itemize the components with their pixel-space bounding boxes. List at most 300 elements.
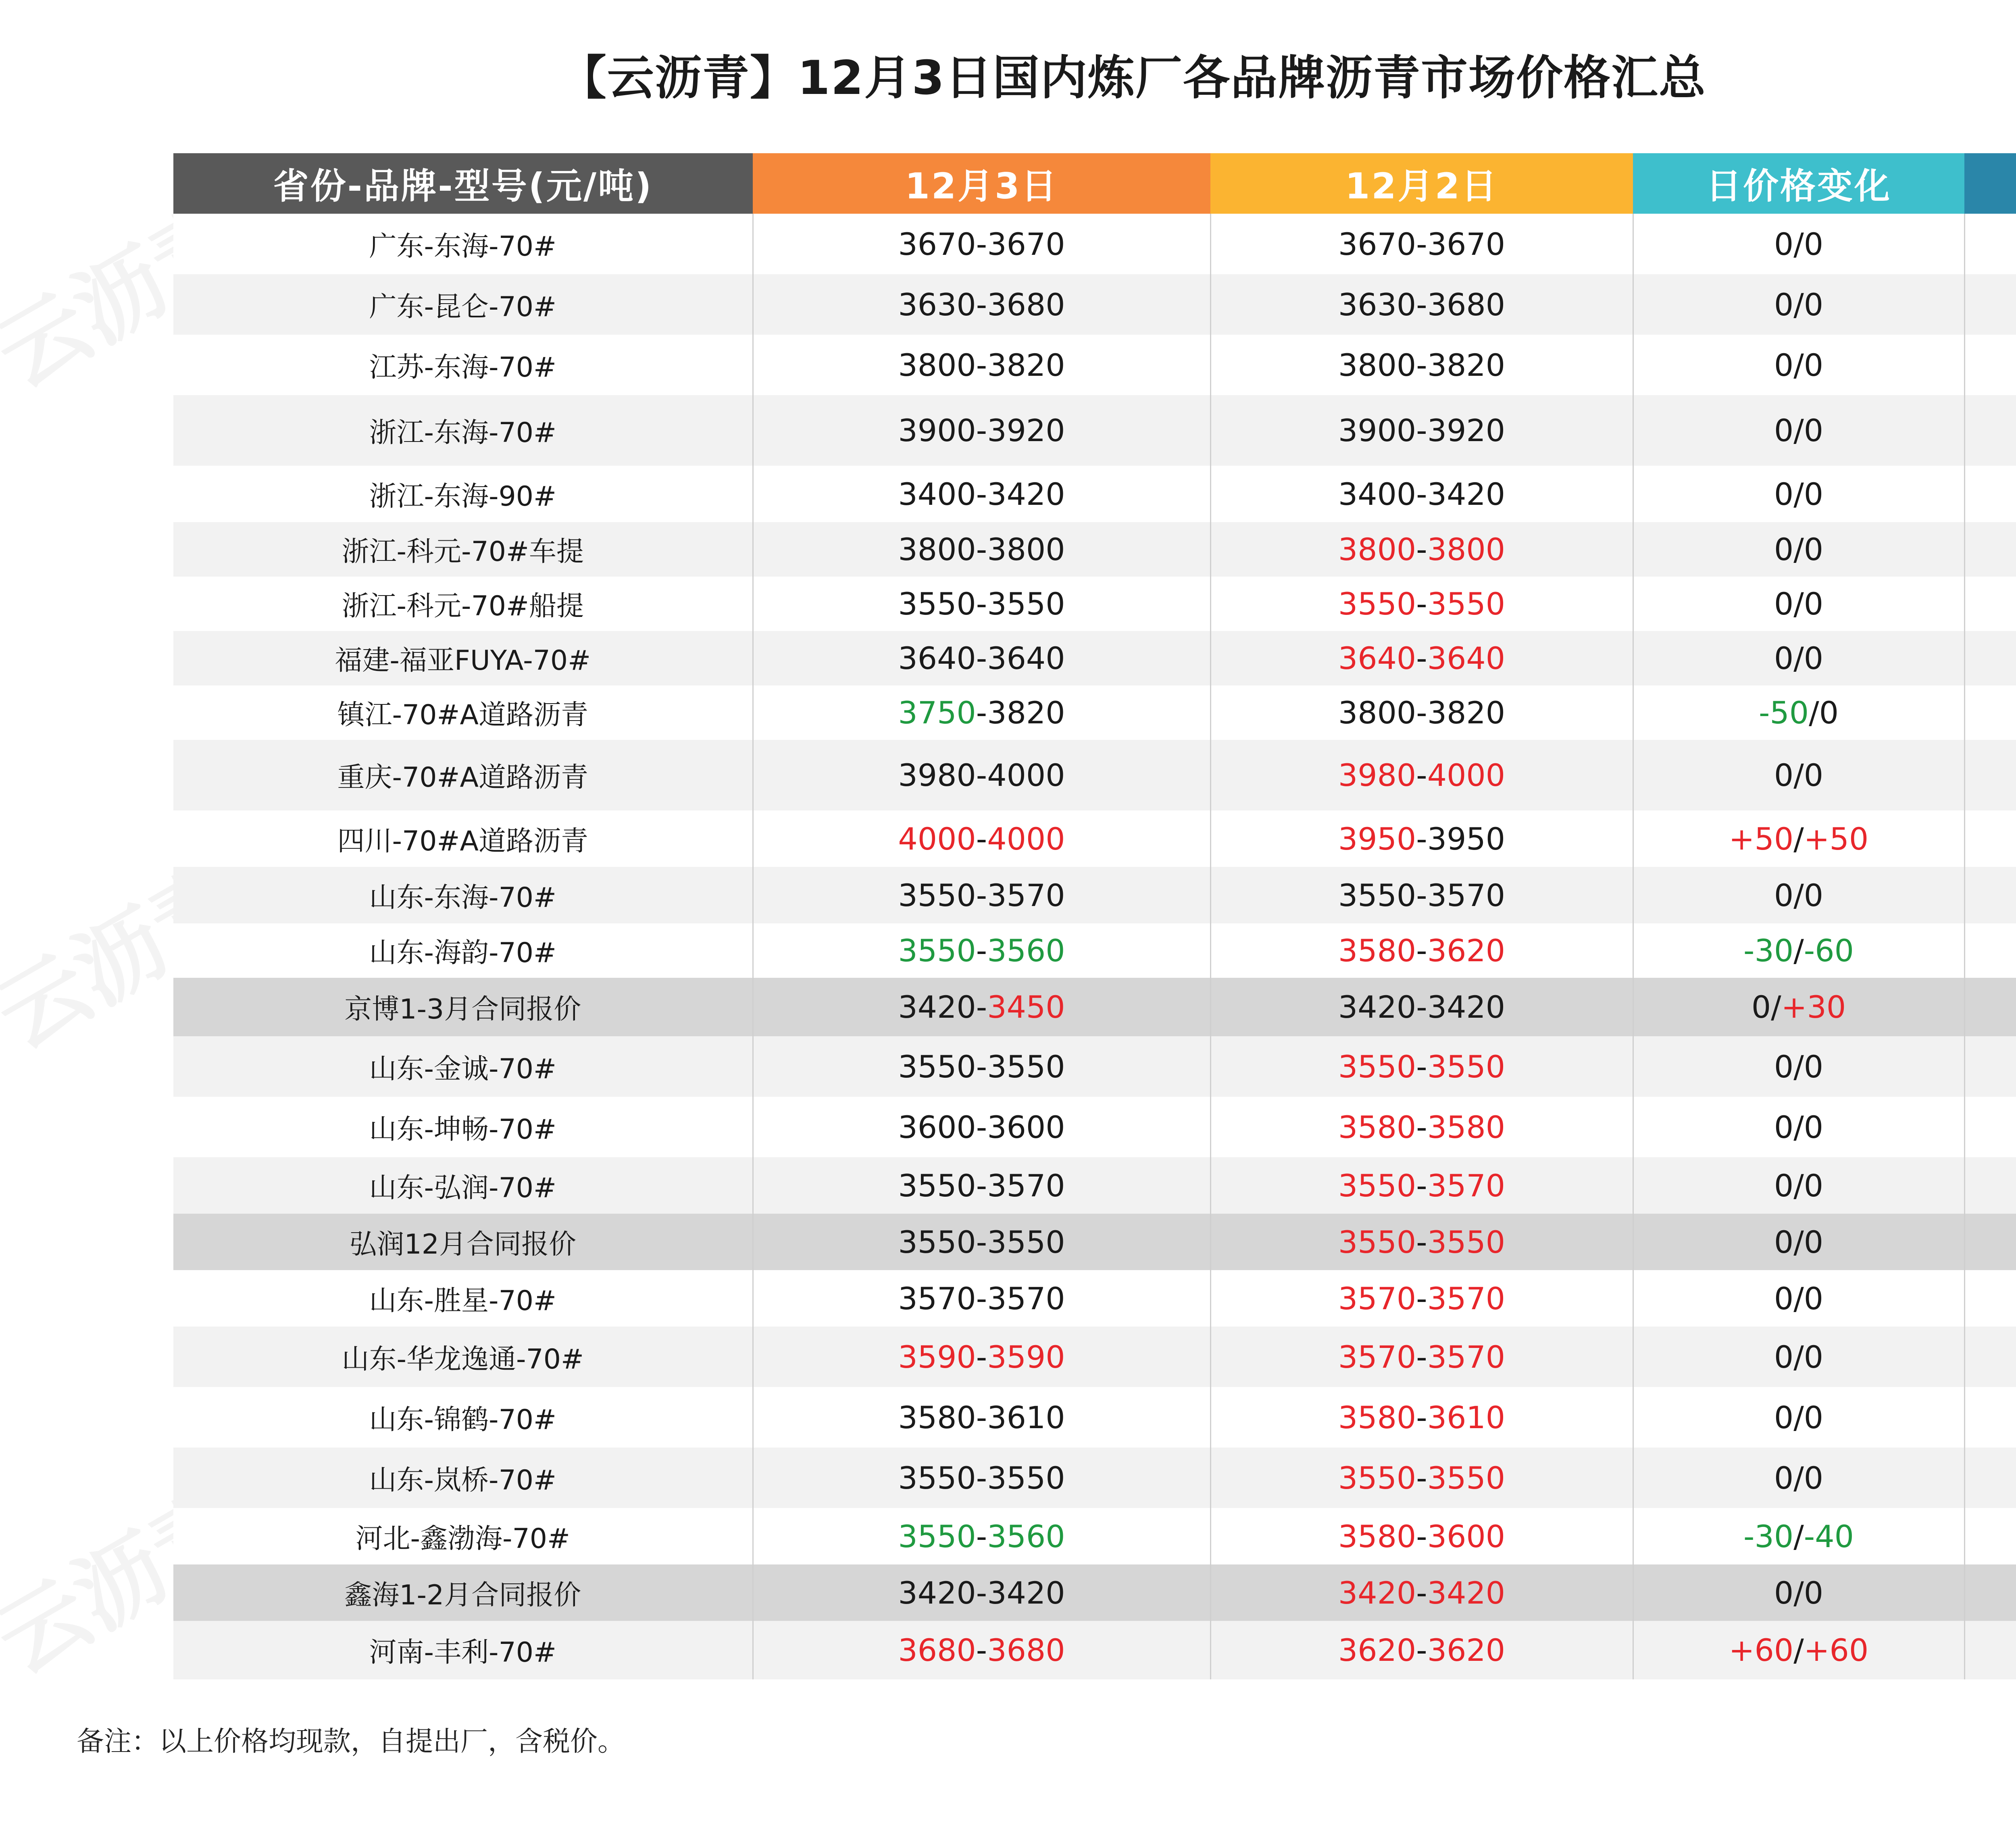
price-value: 3550 — [1427, 1460, 1506, 1496]
separator: / — [1793, 877, 1804, 913]
separator: / — [1793, 347, 1804, 383]
price-value: -50 — [1758, 695, 1809, 731]
price-dec3 — [753, 1387, 1210, 1448]
product-name: 山东-锦鹤-70# — [173, 1387, 753, 1448]
price-value: 4000 — [898, 821, 976, 857]
price-value: 3550 — [1338, 1224, 1416, 1260]
price-value: 3620 — [1427, 933, 1506, 969]
separator: - — [976, 1575, 987, 1611]
price-value: 3400 — [898, 476, 976, 512]
separator: - — [976, 1224, 987, 1260]
price-value: 3820 — [1427, 695, 1506, 731]
price-value: 3450 — [987, 989, 1065, 1025]
header-product: 省份-品牌-型号(元/吨) — [173, 153, 753, 214]
table-row — [173, 466, 2016, 522]
price-value: 3570 — [1427, 1339, 1506, 1375]
price-value: 0 — [1774, 640, 1794, 676]
price-value: 3550 — [987, 1048, 1065, 1085]
price-value: 0 — [1804, 1167, 1824, 1204]
price-value: -30 — [1743, 1518, 1794, 1554]
table-row — [173, 577, 2016, 631]
daily-change — [1633, 1387, 1964, 1448]
table-row — [173, 923, 2016, 978]
price-value: 3800 — [1338, 531, 1416, 567]
daily-change — [1633, 335, 1964, 395]
weekly-change — [1964, 685, 2016, 740]
product-name: 鑫海1-2月合同报价 — [173, 1564, 753, 1621]
product-name: 浙江-科元-70#车提 — [173, 522, 753, 577]
separator: - — [976, 877, 987, 913]
table-row — [173, 631, 2016, 685]
price-value: 3580 — [1338, 1518, 1416, 1554]
product-name: 镇江-70#A道路沥青 — [173, 685, 753, 740]
price-dec3 — [753, 1327, 1210, 1387]
price-value: 3420 — [898, 1575, 976, 1611]
price-dec3 — [753, 335, 1210, 395]
price-value: 0 — [1804, 347, 1824, 383]
price-value: 3670 — [1427, 226, 1506, 262]
table-row — [173, 1621, 2016, 1679]
product-name: 京博1-3月合同报价 — [173, 978, 753, 1036]
product-name: 山东-华龙逸通-70# — [173, 1327, 753, 1387]
price-dec3 — [753, 1157, 1210, 1214]
separator: - — [1416, 1399, 1427, 1435]
price-value: 0 — [1804, 1575, 1824, 1611]
table-body — [173, 214, 2016, 1679]
separator: / — [1793, 1224, 1804, 1260]
product-name: 山东-东海-70# — [173, 867, 753, 923]
separator: - — [976, 933, 987, 969]
separator: / — [1793, 757, 1804, 793]
header-dec3: 12月3日 — [753, 153, 1210, 214]
separator: - — [976, 226, 987, 262]
price-dec3 — [753, 923, 1210, 978]
separator: - — [976, 1399, 987, 1435]
price-value: 3820 — [987, 347, 1065, 383]
price-value: 3550 — [898, 1167, 976, 1204]
separator: - — [976, 347, 987, 383]
product-name: 山东-胜星-70# — [173, 1270, 753, 1327]
separator: / — [1793, 1109, 1804, 1145]
product-name: 四川-70#A道路沥青 — [173, 810, 753, 867]
price-value: 3400 — [1338, 476, 1416, 512]
price-dec2 — [1210, 740, 1633, 810]
product-name: 广东-昆仑-70# — [173, 274, 753, 335]
price-value: 3630 — [898, 286, 976, 323]
separator: / — [1793, 933, 1804, 969]
price-value: 0 — [1804, 226, 1824, 262]
price-value: 3800 — [987, 531, 1065, 567]
price-value: 0 — [1774, 1167, 1794, 1204]
separator: - — [976, 286, 987, 323]
price-value: 3610 — [987, 1399, 1065, 1435]
price-dec2 — [1210, 335, 1633, 395]
price-value: +30 — [1781, 989, 1846, 1025]
separator: / — [1793, 1575, 1804, 1611]
weekly-change — [1964, 1387, 2016, 1448]
price-value: 3620 — [1338, 1632, 1416, 1668]
price-value: 3670 — [898, 226, 976, 262]
separator: - — [1416, 586, 1427, 622]
product-name: 重庆-70#A道路沥青 — [173, 740, 753, 810]
separator: / — [1793, 586, 1804, 622]
price-value: 4000 — [987, 757, 1065, 793]
weekly-change — [1964, 1564, 2016, 1621]
price-value: 3570 — [1427, 877, 1506, 913]
price-dec3 — [753, 867, 1210, 923]
price-value: 0 — [1804, 586, 1824, 622]
weekly-change — [1964, 1270, 2016, 1327]
separator: - — [1416, 1224, 1427, 1260]
price-value: 3550 — [987, 586, 1065, 622]
price-value: +60 — [1729, 1632, 1794, 1668]
daily-change — [1633, 867, 1964, 923]
price-dec2 — [1210, 1097, 1633, 1157]
product-name: 河北-鑫渤海-70# — [173, 1508, 753, 1564]
table-row — [173, 1387, 2016, 1448]
separator: - — [1416, 877, 1427, 913]
daily-change — [1633, 740, 1964, 810]
separator: / — [1793, 1339, 1804, 1375]
price-dec2 — [1210, 923, 1633, 978]
product-name: 山东-坤畅-70# — [173, 1097, 753, 1157]
separator: - — [1416, 1280, 1427, 1316]
separator: - — [1416, 531, 1427, 567]
separator: - — [1416, 476, 1427, 512]
price-value: 3420 — [1427, 476, 1506, 512]
price-dec2 — [1210, 274, 1633, 335]
weekly-change — [1964, 522, 2016, 577]
product-name: 浙江-科元-70#船提 — [173, 577, 753, 631]
weekly-change — [1964, 978, 2016, 1036]
price-value: 3570 — [1427, 1280, 1506, 1316]
price-dec2 — [1210, 1327, 1633, 1387]
price-value: 3680 — [898, 1632, 976, 1668]
daily-change — [1633, 1214, 1964, 1270]
weekly-change — [1964, 1157, 2016, 1214]
separator: - — [976, 1339, 987, 1375]
product-name: 江苏-东海-70# — [173, 335, 753, 395]
price-value: 3640 — [898, 640, 976, 676]
price-value: 0 — [1774, 412, 1794, 448]
price-value: 3570 — [1338, 1339, 1416, 1375]
price-value: 3420 — [898, 989, 976, 1025]
price-dec2 — [1210, 522, 1633, 577]
table-row — [173, 810, 2016, 867]
price-value: 0 — [1774, 1048, 1794, 1085]
price-value: 3590 — [898, 1339, 976, 1375]
price-value: 0 — [1804, 1280, 1824, 1316]
price-value: 3680 — [987, 286, 1065, 323]
product-name: 山东-弘润-70# — [173, 1157, 753, 1214]
price-value: 0 — [1774, 476, 1794, 512]
header-weekly-change — [1964, 153, 2016, 214]
separator: - — [976, 821, 987, 857]
weekly-change — [1964, 1036, 2016, 1097]
separator: - — [1416, 640, 1427, 676]
price-value: 3550 — [1338, 586, 1416, 622]
price-dec2 — [1210, 810, 1633, 867]
price-dec2 — [1210, 577, 1633, 631]
price-value: 3920 — [987, 412, 1065, 448]
price-value: 3980 — [898, 757, 976, 793]
separator: / — [1793, 640, 1804, 676]
separator: - — [976, 757, 987, 793]
price-value: +50 — [1729, 821, 1794, 857]
table-row — [173, 395, 2016, 466]
table-row — [173, 867, 2016, 923]
separator: - — [1416, 821, 1427, 857]
price-value: 0 — [1804, 1048, 1824, 1085]
product-name: 福建-福亚FUYA-70# — [173, 631, 753, 685]
price-value: 3580 — [898, 1399, 976, 1435]
weekly-change — [1964, 274, 2016, 335]
price-value: 3420 — [1427, 1575, 1506, 1611]
header-dec2: 12月2日 — [1210, 153, 1633, 214]
separator: / — [1771, 989, 1781, 1025]
table-row — [173, 214, 2016, 274]
separator: - — [1416, 757, 1427, 793]
table-row — [173, 1036, 2016, 1097]
price-dec3 — [753, 978, 1210, 1036]
weekly-change — [1964, 1448, 2016, 1508]
table-row — [173, 1270, 2016, 1327]
price-value: 3600 — [987, 1109, 1065, 1145]
price-value: 3420 — [1427, 989, 1506, 1025]
separator: / — [1793, 1280, 1804, 1316]
product-name: 弘润12月合同报价 — [173, 1214, 753, 1270]
weekly-change — [1964, 395, 2016, 466]
price-dec3 — [753, 466, 1210, 522]
separator: - — [1416, 989, 1427, 1025]
price-value: 3550 — [898, 933, 976, 969]
price-value: 0 — [1774, 531, 1794, 567]
price-value: 0 — [1751, 989, 1771, 1025]
separator: - — [976, 640, 987, 676]
price-value: 3600 — [898, 1109, 976, 1145]
price-value: 0 — [1774, 757, 1794, 793]
separator: - — [1416, 1632, 1427, 1668]
price-value: 0 — [1804, 1399, 1824, 1435]
separator: - — [976, 695, 987, 731]
price-value: +50 — [1804, 821, 1869, 857]
price-dec3 — [753, 1564, 1210, 1621]
separator: - — [976, 476, 987, 512]
weekly-change — [1964, 214, 2016, 274]
price-dec3 — [753, 214, 1210, 274]
table-row — [173, 740, 2016, 810]
separator: / — [1793, 531, 1804, 567]
separator: / — [1793, 1460, 1804, 1496]
daily-change — [1633, 466, 1964, 522]
weekly-change — [1964, 1214, 2016, 1270]
price-dec2 — [1210, 631, 1633, 685]
separator: / — [1793, 1399, 1804, 1435]
price-dec2 — [1210, 1621, 1633, 1679]
separator: / — [1793, 821, 1804, 857]
price-value: 0 — [1774, 1399, 1794, 1435]
daily-change — [1633, 1448, 1964, 1508]
price-value: 3550 — [898, 877, 976, 913]
daily-change — [1633, 810, 1964, 867]
product-name: 广东-东海-70# — [173, 214, 753, 274]
price-value: 3570 — [1427, 1167, 1506, 1204]
price-value: 3800 — [898, 347, 976, 383]
price-value: 0 — [1774, 1224, 1794, 1260]
price-value: 3820 — [987, 695, 1065, 731]
separator: - — [1416, 226, 1427, 262]
price-value: 0 — [1804, 1339, 1824, 1375]
price-value: 3550 — [898, 1518, 976, 1554]
price-value: +60 — [1804, 1632, 1869, 1668]
price-dec3 — [753, 740, 1210, 810]
separator: - — [1416, 1167, 1427, 1204]
separator: - — [976, 1632, 987, 1668]
page-title: 【云沥青】12月3日国内炼厂各品牌沥青市场价格汇总 — [559, 51, 1707, 105]
price-value: 3900 — [898, 412, 976, 448]
price-table — [173, 153, 2016, 1679]
price-dec3 — [753, 1270, 1210, 1327]
separator: / — [1793, 226, 1804, 262]
price-dec3 — [753, 1448, 1210, 1508]
separator: / — [1793, 1048, 1804, 1085]
price-value: 3620 — [1427, 1632, 1506, 1668]
price-dec3 — [753, 1097, 1210, 1157]
separator: / — [1793, 412, 1804, 448]
price-value: 3680 — [1427, 286, 1506, 323]
separator: - — [1416, 1518, 1427, 1554]
price-value: 0 — [1774, 1280, 1794, 1316]
price-value: 3630 — [1338, 286, 1416, 323]
product-name: 浙江-东海-90# — [173, 466, 753, 522]
price-dec2 — [1210, 867, 1633, 923]
price-value: 0 — [1804, 476, 1824, 512]
separator: - — [1416, 1460, 1427, 1496]
separator: - — [1416, 933, 1427, 969]
weekly-change — [1964, 631, 2016, 685]
price-dec3 — [753, 522, 1210, 577]
separator: - — [976, 412, 987, 448]
price-value: 3420 — [1338, 1575, 1416, 1611]
contract-row — [173, 1564, 2016, 1621]
separator: / — [1793, 286, 1804, 323]
price-dec2 — [1210, 1214, 1633, 1270]
weekly-change — [1964, 923, 2016, 978]
price-value: 0 — [1804, 877, 1824, 913]
table-row — [173, 685, 2016, 740]
contract-row — [173, 1214, 2016, 1270]
separator: - — [976, 1109, 987, 1145]
price-value: 3550 — [898, 1048, 976, 1085]
daily-change — [1633, 685, 1964, 740]
price-value: 3550 — [898, 586, 976, 622]
price-value: 3550 — [898, 1224, 976, 1260]
product-name: 浙江-东海-70# — [173, 395, 753, 466]
separator: / — [1793, 1632, 1804, 1668]
price-value: -40 — [1804, 1518, 1854, 1554]
price-value: 3800 — [1427, 531, 1506, 567]
product-name: 山东-海韵-70# — [173, 923, 753, 978]
price-dec3 — [753, 1508, 1210, 1564]
price-value: 0 — [1804, 1224, 1824, 1260]
price-value: 3820 — [1427, 347, 1506, 383]
price-value: 0 — [1774, 347, 1794, 383]
daily-change — [1633, 395, 1964, 466]
daily-change — [1633, 923, 1964, 978]
separator: - — [976, 1280, 987, 1316]
price-value: 3950 — [1427, 821, 1506, 857]
price-value: 3570 — [898, 1280, 976, 1316]
price-value: 3420 — [987, 476, 1065, 512]
separator: / — [1809, 695, 1819, 731]
price-dec3 — [753, 274, 1210, 335]
price-value: 0 — [1804, 640, 1824, 676]
price-dec2 — [1210, 1564, 1633, 1621]
weekly-change — [1964, 1621, 2016, 1679]
price-value: 3580 — [1427, 1109, 1506, 1145]
price-value: 3640 — [1427, 640, 1506, 676]
weekly-change — [1964, 810, 2016, 867]
price-value: 0 — [1774, 1339, 1794, 1375]
price-value: 3800 — [898, 531, 976, 567]
price-value: 3670 — [987, 226, 1065, 262]
weekly-change — [1964, 466, 2016, 522]
price-dec2 — [1210, 1448, 1633, 1508]
price-value: 0 — [1774, 1460, 1794, 1496]
price-value: -30 — [1743, 933, 1794, 969]
price-dec3 — [753, 810, 1210, 867]
weekly-change — [1964, 335, 2016, 395]
price-dec3 — [753, 577, 1210, 631]
price-dec2 — [1210, 1387, 1633, 1448]
price-value: 3420 — [1338, 989, 1416, 1025]
price-value: 3550 — [1338, 1460, 1416, 1496]
table-row — [173, 1448, 2016, 1508]
separator: / — [1793, 1518, 1804, 1554]
price-value: -60 — [1804, 933, 1854, 969]
contract-row — [173, 978, 2016, 1036]
price-value: 0 — [1819, 695, 1839, 731]
price-value: 3610 — [1427, 1399, 1506, 1435]
price-dec2 — [1210, 1270, 1633, 1327]
separator: - — [1416, 347, 1427, 383]
price-dec2 — [1210, 395, 1633, 466]
price-value: 3640 — [1338, 640, 1416, 676]
price-value: 0 — [1774, 877, 1794, 913]
price-dec3 — [753, 395, 1210, 466]
price-dec2 — [1210, 214, 1633, 274]
price-dec2 — [1210, 1036, 1633, 1097]
price-value: 3680 — [987, 1632, 1065, 1668]
separator: - — [976, 1167, 987, 1204]
price-dec2 — [1210, 685, 1633, 740]
daily-change — [1633, 1270, 1964, 1327]
price-value: 3550 — [1427, 1048, 1506, 1085]
table-row — [173, 1097, 2016, 1157]
price-value: 3570 — [987, 1167, 1065, 1204]
daily-change — [1633, 274, 1964, 335]
price-value: 0 — [1804, 1460, 1824, 1496]
daily-change — [1633, 577, 1964, 631]
separator: - — [976, 531, 987, 567]
separator: / — [1793, 476, 1804, 512]
price-value: 0 — [1774, 1109, 1794, 1145]
weekly-change — [1964, 1097, 2016, 1157]
price-value: 3570 — [987, 1280, 1065, 1316]
product-name: 山东-岚桥-70# — [173, 1448, 753, 1508]
price-value: 3550 — [987, 1224, 1065, 1260]
weekly-change — [1964, 577, 2016, 631]
